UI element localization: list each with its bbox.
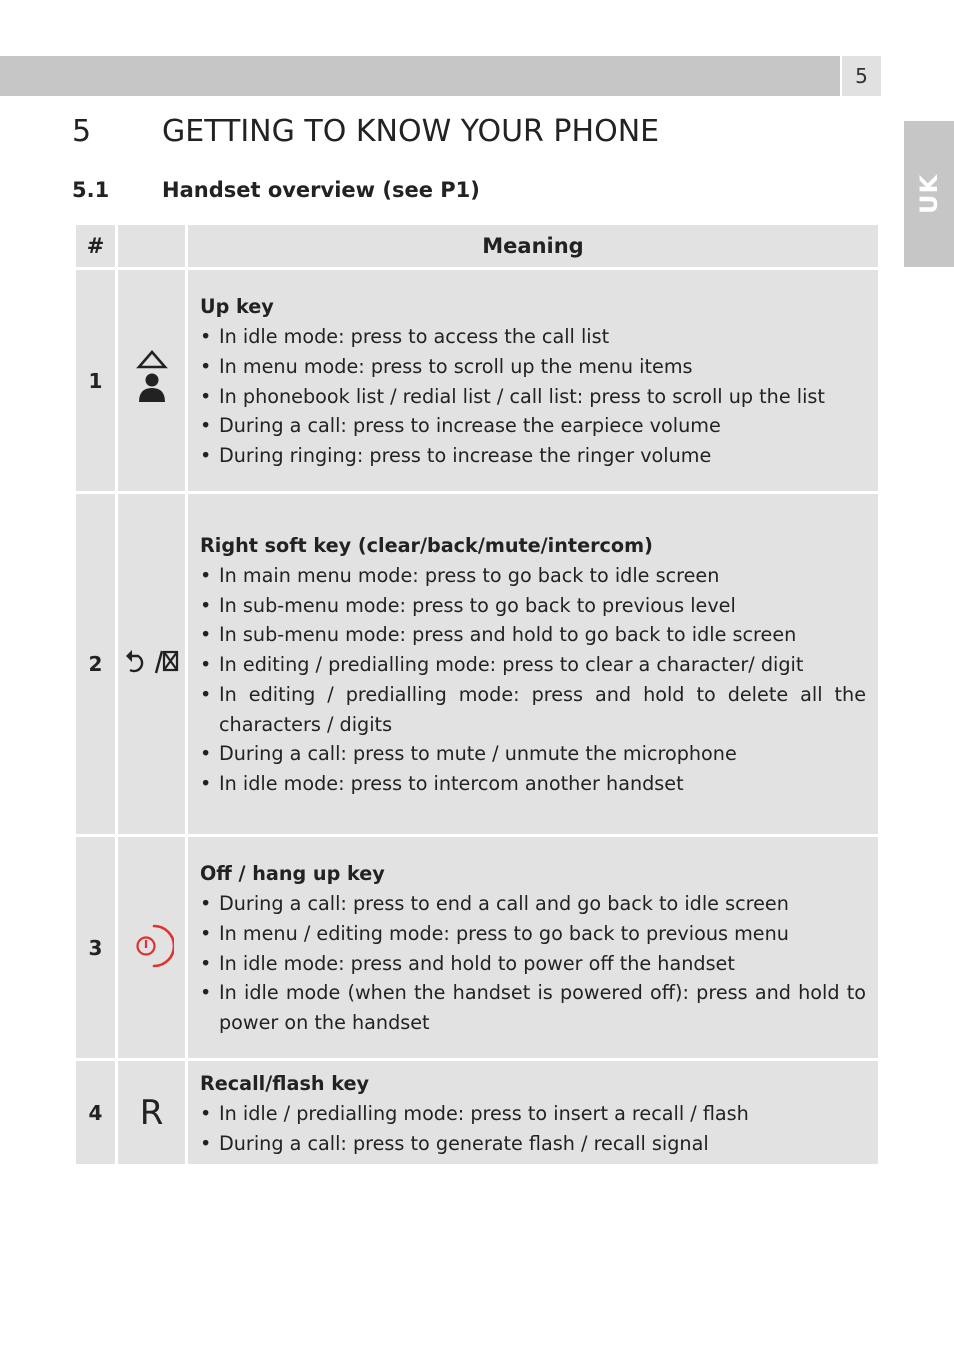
row-number: 3: [76, 837, 115, 1058]
key-title: Up key: [200, 295, 274, 319]
table-row: [76, 270, 878, 491]
chapter-number: 5: [72, 114, 92, 149]
table-header-row: [76, 225, 878, 267]
handset-overview-table: [73, 222, 881, 1167]
header-icon: [118, 225, 185, 267]
header-bar: [0, 56, 840, 96]
key-functions-list: [200, 889, 866, 1038]
list-item: • In idle mode (when the handset is powered off): press and hold to power on the handset: [200, 978, 866, 1038]
list-item: • During ringing: press to increase the ringer volume: [200, 441, 866, 471]
chapter-title: GETTING TO KNOW YOUR PHONE: [162, 114, 660, 149]
list-item: • In main menu mode: press to go back to idle screen: [200, 561, 866, 591]
key-title: Recall/flash key: [200, 1072, 369, 1095]
back-mute-key-icon: [124, 647, 180, 677]
language-tab: [904, 121, 954, 267]
list-item: • In phonebook list / redial list / call list: press to scroll up the list: [200, 382, 866, 412]
table-row: [76, 837, 878, 1058]
language-tab-label: UK: [915, 173, 943, 215]
list-item: • In idle mode: press and hold to power off the handset: [200, 949, 866, 979]
recall-key-icon: R: [139, 1092, 164, 1133]
list-item: • In idle mode: press to intercom another handset: [200, 769, 866, 799]
row-number: 4: [76, 1061, 115, 1164]
key-functions-list: [200, 322, 866, 471]
list-item: • In sub-menu mode: press and hold to go back to idle screen: [200, 620, 866, 650]
list-item: • In sub-menu mode: press to go back to previous level: [200, 591, 866, 621]
list-item: • During a call: press to generate flash / recall signal: [200, 1129, 866, 1159]
row-number: 2: [76, 494, 115, 834]
list-item: • During a call: press to increase the earpiece volume: [200, 411, 866, 441]
chapter-heading: [72, 114, 659, 149]
section-title: Handset overview (see P1): [162, 178, 480, 202]
list-item: • In menu mode: press to scroll up the menu items: [200, 352, 866, 382]
list-item: • During a call: press to mute / unmute the microphone: [200, 739, 866, 769]
power-hang-up-key-icon: [130, 922, 174, 970]
list-item: • In editing / predialling mode: press and hold to delete all the characters / digits: [200, 680, 866, 740]
section-heading: [72, 178, 480, 202]
list-item: • In idle mode: press to access the call list: [200, 322, 866, 352]
list-item: • In idle / predialling mode: press to insert a recall / flash: [200, 1099, 866, 1129]
list-item: • In menu / editing mode: press to go back to previous menu: [200, 919, 866, 949]
table-row: [76, 1061, 878, 1164]
list-item: • During a call: press to end a call and go back to idle screen: [200, 889, 866, 919]
up-key-icon: [135, 347, 169, 411]
list-item: • In editing / predialling mode: press to clear a character/ digit: [200, 650, 866, 680]
header-meaning: Meaning: [188, 225, 878, 267]
table-row: [76, 494, 878, 834]
row-number: 1: [76, 270, 115, 491]
key-title: Right soft key (clear/back/mute/intercom): [200, 533, 653, 557]
page-number: 5: [842, 56, 881, 96]
header-num: #: [76, 225, 115, 267]
section-number: 5.1: [72, 178, 110, 202]
key-functions-list: [200, 561, 866, 799]
key-functions-list: [200, 1099, 866, 1159]
key-title: Off / hang up key: [200, 862, 385, 886]
